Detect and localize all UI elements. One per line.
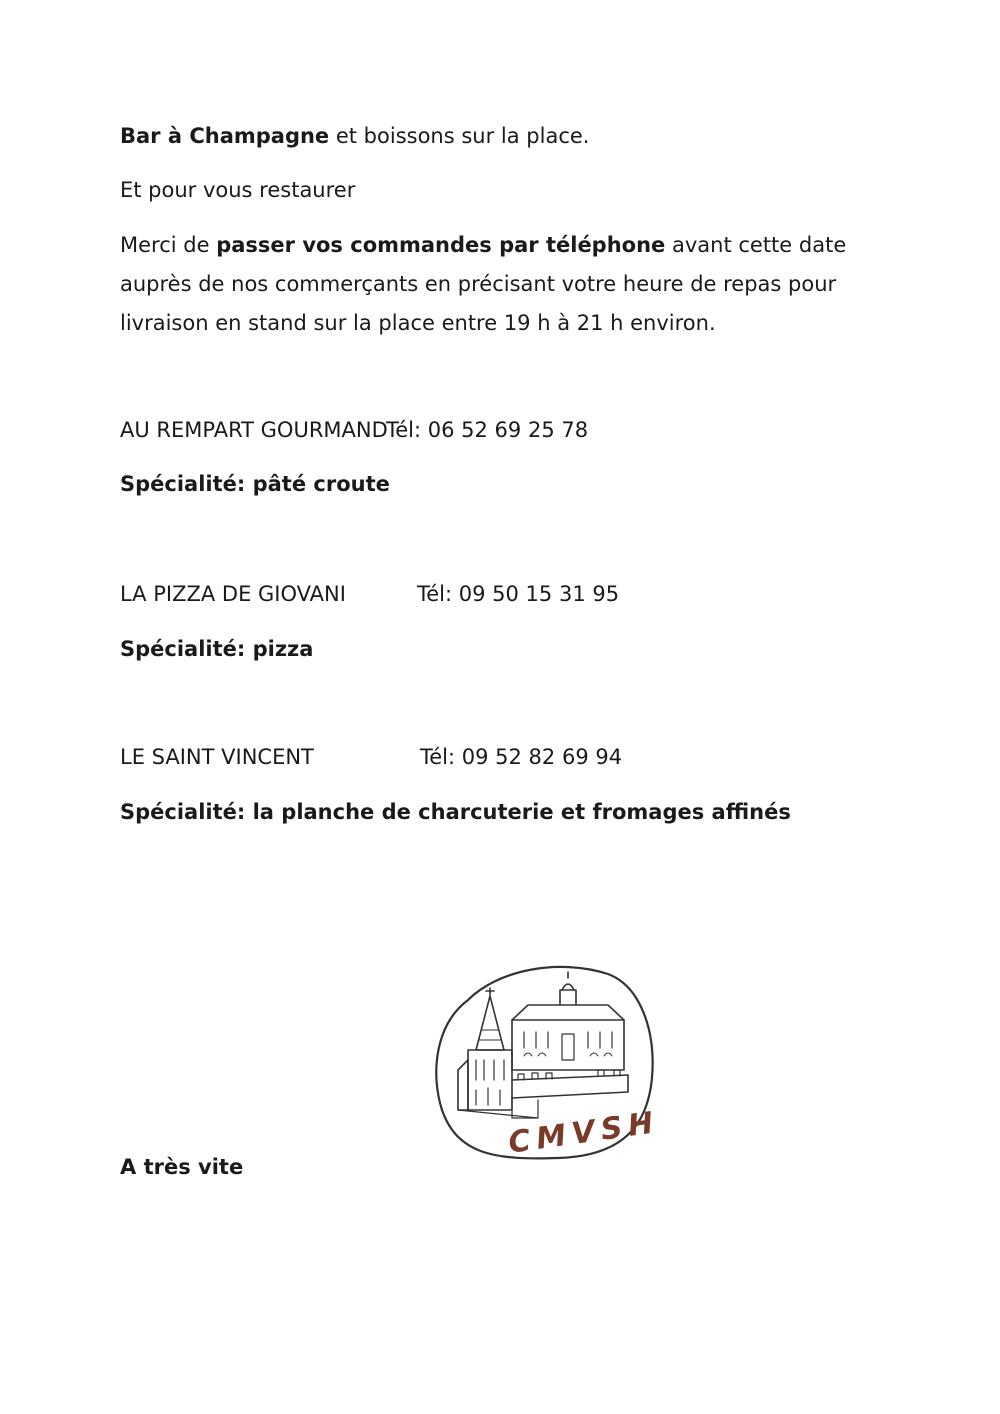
merci-line-2: auprès de nos commerçants en précisant votre heure de repas pour bbox=[120, 272, 837, 296]
vendor-3-tel: Tél: 09 52 82 69 94 bbox=[420, 745, 623, 769]
closing bbox=[120, 1153, 243, 1181]
vendor-3-name: LE SAINT VINCENT bbox=[120, 745, 314, 769]
bar-rest: et boissons sur la place. bbox=[329, 124, 590, 148]
closing-text: A très vite bbox=[120, 1155, 244, 1179]
restaurer-line: Et pour vous restaurer bbox=[120, 178, 356, 202]
cmvsh-logo bbox=[428, 960, 662, 1166]
merci-end: avant cette date bbox=[665, 233, 847, 257]
vendor-1-specialite-text: Spécialité: pâté croute bbox=[120, 472, 390, 496]
svg-text:CMVSH: CMVSH bbox=[506, 1104, 662, 1161]
vendor-1-name: AU REMPART GOURMAND bbox=[120, 418, 388, 442]
merci-line-3: livraison en stand sur la place entre 19 h à 21 h environ. bbox=[120, 311, 716, 335]
vendor-2-specialite-text: Spécialité: pizza bbox=[120, 637, 314, 661]
vendor-1-specialite bbox=[120, 470, 390, 498]
bar-line bbox=[120, 122, 589, 150]
merci-bold: passer vos commandes par téléphone bbox=[216, 233, 666, 257]
town-sketch-icon bbox=[428, 960, 662, 1166]
vendor-2-specialite bbox=[120, 635, 313, 663]
vendor-3-specialite-text: Spécialité: la planche de charcuterie et fromages affinés bbox=[120, 800, 791, 824]
vendor-1-name-line bbox=[120, 416, 388, 444]
vendor-2-tel: Tél: 09 50 15 31 95 bbox=[417, 582, 620, 606]
vendor-2-name: LA PIZZA DE GIOVANI bbox=[120, 582, 346, 606]
merci-line bbox=[120, 231, 846, 259]
merci-start: Merci de bbox=[120, 233, 217, 257]
vendor-1-tel: Tél: 06 52 69 25 78 bbox=[386, 418, 589, 442]
bar-bold: Bar à Champagne bbox=[120, 124, 330, 148]
vendor-3-specialite bbox=[120, 798, 791, 826]
